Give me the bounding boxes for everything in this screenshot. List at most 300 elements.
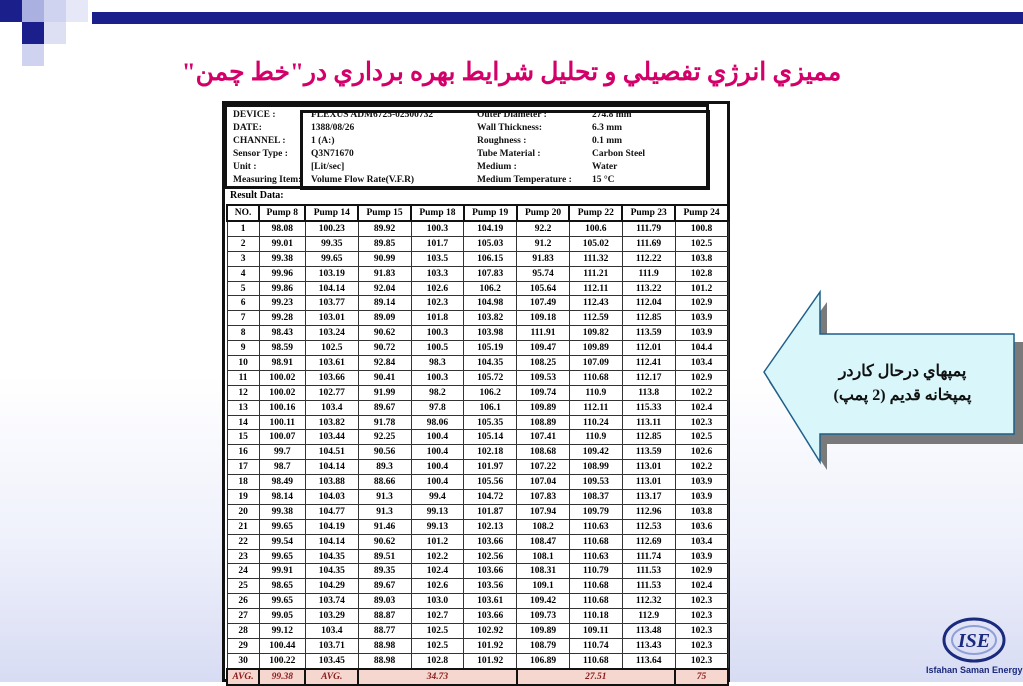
table-cell: 101.2 — [675, 281, 728, 296]
column-header: Pump 15 — [358, 205, 411, 221]
column-header: Pump 8 — [259, 205, 305, 221]
table-cell: 89.51 — [358, 549, 411, 564]
table-cell: 110.63 — [569, 519, 622, 534]
table-cell: 98.3 — [411, 356, 464, 371]
table-cell: 113.11 — [622, 415, 675, 430]
table-row — [227, 370, 728, 385]
date-value: 1388/08/26 — [311, 123, 355, 133]
table-cell: 102.5 — [411, 624, 464, 639]
table-cell: 100.4 — [411, 460, 464, 475]
table-cell: 103.98 — [464, 326, 517, 341]
table-cell: 103.8 — [675, 251, 728, 266]
table-cell: 103.24 — [305, 326, 358, 341]
table-cell: 111.74 — [622, 549, 675, 564]
table-cell: 102.4 — [411, 564, 464, 579]
table-cell: 104.35 — [464, 356, 517, 371]
table-cell: 91.83 — [358, 266, 411, 281]
table-cell: 112.04 — [622, 296, 675, 311]
table-cell: 113.59 — [622, 326, 675, 341]
table-cell: 107.41 — [517, 430, 570, 445]
table-cell: 109.53 — [517, 370, 570, 385]
table-row — [227, 490, 728, 505]
table-cell: 98.43 — [259, 326, 305, 341]
table-cell: 102.3 — [411, 296, 464, 311]
table-cell: 89.09 — [358, 311, 411, 326]
corner-square-1 — [0, 0, 22, 22]
table-cell: 104.14 — [305, 281, 358, 296]
table-cell: 103.5 — [411, 251, 464, 266]
table-cell: 24 — [227, 564, 259, 579]
table-cell: 109.89 — [569, 341, 622, 356]
table-cell: 105.02 — [569, 236, 622, 251]
table-cell: 5 — [227, 281, 259, 296]
table-cell: 22 — [227, 534, 259, 549]
table-cell: 91.2 — [517, 236, 570, 251]
table-cell: 110.68 — [569, 653, 622, 668]
table-cell: 106.15 — [464, 251, 517, 266]
table-row — [227, 624, 728, 639]
table-cell: 99.13 — [411, 519, 464, 534]
table-row — [227, 504, 728, 519]
table-cell: 102.9 — [675, 370, 728, 385]
table-cell: 100.02 — [259, 370, 305, 385]
table-cell: 90.72 — [358, 341, 411, 356]
table-cell: 9 — [227, 341, 259, 356]
table-cell: 102.4 — [675, 400, 728, 415]
table-cell: 29 — [227, 638, 259, 653]
table-row — [227, 534, 728, 549]
table-row — [227, 549, 728, 564]
table-cell: 102.4 — [675, 579, 728, 594]
table-cell: 99.38 — [259, 504, 305, 519]
table-cell: 102.6 — [411, 579, 464, 594]
table-cell: 103.66 — [464, 609, 517, 624]
table-cell: 108.99 — [569, 460, 622, 475]
table-cell: 102.6 — [411, 281, 464, 296]
table-cell: 91.3 — [358, 504, 411, 519]
table-cell: 100.8 — [675, 221, 728, 236]
avg-right-value: 27.51 — [517, 669, 675, 685]
corner-square-5 — [66, 0, 88, 22]
table-cell: 14 — [227, 415, 259, 430]
table-cell: 102.13 — [464, 519, 517, 534]
table-cell: 103.4 — [675, 534, 728, 549]
table-cell: 98.49 — [259, 475, 305, 490]
table-cell: 102.18 — [464, 445, 517, 460]
table-cell: 102.77 — [305, 385, 358, 400]
table-cell: 109.1 — [517, 579, 570, 594]
wall-value: 6.3 mm — [592, 123, 623, 133]
callout-text — [800, 360, 1005, 408]
table-cell: 99.65 — [259, 549, 305, 564]
roughness-label: Roughness : — [477, 136, 527, 146]
table-cell: 100.5 — [411, 341, 464, 356]
table-cell: 111.32 — [569, 251, 622, 266]
table-cell: 99.54 — [259, 534, 305, 549]
table-cell: 112.43 — [569, 296, 622, 311]
table-cell: 102.5 — [411, 638, 464, 653]
table-cell: 112.85 — [622, 311, 675, 326]
table-cell: 113.01 — [622, 460, 675, 475]
table-cell: 91.78 — [358, 415, 411, 430]
table-row — [227, 445, 728, 460]
table-cell: 103.88 — [305, 475, 358, 490]
table-cell: 12 — [227, 385, 259, 400]
table-cell: 28 — [227, 624, 259, 639]
table-cell: 102.5 — [675, 430, 728, 445]
table-cell: 95.74 — [517, 266, 570, 281]
callout-line-1: پمپهاي درحال كاردر — [838, 363, 967, 380]
table-cell: 108.1 — [517, 549, 570, 564]
table-cell: 103.3 — [411, 266, 464, 281]
table-cell: 27 — [227, 609, 259, 624]
table-header-row — [227, 205, 728, 221]
table-cell: 107.83 — [464, 266, 517, 281]
table-cell: 112.96 — [622, 504, 675, 519]
table-cell: 21 — [227, 519, 259, 534]
table-cell: 109.73 — [517, 609, 570, 624]
table-cell: 16 — [227, 445, 259, 460]
table-cell: 110.9 — [569, 430, 622, 445]
table-cell: 102.56 — [464, 549, 517, 564]
table-cell: 105.14 — [464, 430, 517, 445]
table-cell: 101.92 — [464, 653, 517, 668]
table-cell: 102.8 — [675, 266, 728, 281]
table-cell: 102.2 — [411, 549, 464, 564]
table-cell: 101.7 — [411, 236, 464, 251]
column-header: NO. — [227, 205, 259, 221]
table-cell: 20 — [227, 504, 259, 519]
table-cell: 15 — [227, 430, 259, 445]
table-cell: 89.85 — [358, 236, 411, 251]
table-cell: 104.51 — [305, 445, 358, 460]
table-cell: 100.23 — [305, 221, 358, 236]
table-cell: 89.92 — [358, 221, 411, 236]
measuring-value: Volume Flow Rate(V.F.R) — [311, 175, 415, 185]
table-cell: 107.94 — [517, 504, 570, 519]
average-row — [227, 669, 728, 685]
table-cell: 105.56 — [464, 475, 517, 490]
table-cell: 100.11 — [259, 415, 305, 430]
unit-label: Unit : — [233, 162, 257, 172]
table-cell: 88.98 — [358, 638, 411, 653]
column-header: Pump 18 — [411, 205, 464, 221]
table-cell: 99.13 — [411, 504, 464, 519]
table-cell: 7 — [227, 311, 259, 326]
table-cell: 100.3 — [411, 326, 464, 341]
table-cell: 103.56 — [464, 579, 517, 594]
table-cell: 111.53 — [622, 579, 675, 594]
table-cell: 101.8 — [411, 311, 464, 326]
table-cell: 102.9 — [675, 564, 728, 579]
table-cell: 113.43 — [622, 638, 675, 653]
table-row — [227, 430, 728, 445]
table-cell: 102.3 — [675, 609, 728, 624]
table-cell: 105.19 — [464, 341, 517, 356]
table-cell: 104.14 — [305, 534, 358, 549]
table-cell: 102.3 — [675, 415, 728, 430]
table-cell: 111.79 — [622, 221, 675, 236]
table-cell: 108.79 — [517, 638, 570, 653]
table-cell: 100.3 — [411, 221, 464, 236]
table-cell: 91.3 — [358, 490, 411, 505]
callout-line-2: پمپخانه قديم (2 پمپ) — [833, 387, 972, 404]
table-cell: 110.68 — [569, 534, 622, 549]
table-cell: 23 — [227, 549, 259, 564]
table-cell: 106.2 — [464, 385, 517, 400]
table-cell: 88.66 — [358, 475, 411, 490]
table-row — [227, 594, 728, 609]
table-cell: 109.89 — [517, 400, 570, 415]
table-cell: 103.8 — [675, 504, 728, 519]
avg-last-value: 75 — [675, 669, 728, 685]
table-cell: 110.68 — [569, 594, 622, 609]
table-cell: 103.9 — [675, 549, 728, 564]
table-cell: 107.83 — [517, 490, 570, 505]
table-cell: 92.84 — [358, 356, 411, 371]
table-cell: 107.49 — [517, 296, 570, 311]
tube-label: Tube Material : — [477, 149, 541, 159]
column-header: Pump 14 — [305, 205, 358, 221]
table-cell: 99.23 — [259, 296, 305, 311]
measuring-label: Measuring Item: — [233, 175, 302, 185]
table-cell: 103.66 — [464, 534, 517, 549]
table-cell: 101.97 — [464, 460, 517, 475]
sensor-value: Q3N71670 — [311, 149, 354, 159]
table-cell: 113.8 — [622, 385, 675, 400]
column-header: Pump 23 — [622, 205, 675, 221]
table-cell: 100.02 — [259, 385, 305, 400]
table-cell: 105.35 — [464, 415, 517, 430]
medium-value: Water — [592, 162, 618, 172]
table-cell: 112.32 — [622, 594, 675, 609]
table-cell: 100.22 — [259, 653, 305, 668]
table-row — [227, 385, 728, 400]
table-cell: 110.63 — [569, 549, 622, 564]
outer-value: 274.8 mm — [592, 110, 632, 120]
table-cell: 109.79 — [569, 504, 622, 519]
channel-value: 1 (A:) — [311, 136, 335, 146]
table-cell: 99.35 — [305, 236, 358, 251]
table-cell: 99.65 — [305, 251, 358, 266]
avg-label: AVG. — [227, 669, 259, 685]
result-label: Result Data: — [230, 190, 284, 201]
table-cell: 102.8 — [411, 653, 464, 668]
table-cell: 103.01 — [305, 311, 358, 326]
table-cell: 98.2 — [411, 385, 464, 400]
table-cell: 107.22 — [517, 460, 570, 475]
table-cell: 90.56 — [358, 445, 411, 460]
table-cell: 91.83 — [517, 251, 570, 266]
table-cell: 103.61 — [464, 594, 517, 609]
table-cell: 100.16 — [259, 400, 305, 415]
table-row — [227, 460, 728, 475]
table-cell: 98.59 — [259, 341, 305, 356]
table-cell: 102.9 — [675, 296, 728, 311]
table-cell: 4 — [227, 266, 259, 281]
logo-mark: ISE — [957, 630, 991, 652]
company-name: Isfahan Saman Energy — [926, 665, 1023, 675]
table-row — [227, 221, 728, 236]
table-cell: 110.68 — [569, 370, 622, 385]
table-cell: 99.65 — [259, 519, 305, 534]
table-cell: 98.65 — [259, 579, 305, 594]
table-cell: 8 — [227, 326, 259, 341]
table-cell: 111.53 — [622, 564, 675, 579]
table-cell: 30 — [227, 653, 259, 668]
channel-label: CHANNEL : — [233, 136, 286, 146]
table-cell: 108.31 — [517, 564, 570, 579]
table-cell: 103.4 — [305, 624, 358, 639]
table-cell: 108.25 — [517, 356, 570, 371]
table-cell: 89.03 — [358, 594, 411, 609]
table-cell: 89.14 — [358, 296, 411, 311]
table-row — [227, 311, 728, 326]
table-cell: 104.35 — [305, 564, 358, 579]
table-cell: 111.91 — [517, 326, 570, 341]
table-cell: 112.41 — [622, 356, 675, 371]
table-cell: 112.69 — [622, 534, 675, 549]
table-row — [227, 251, 728, 266]
slide-title: مميزي انرژي تفصيلي و تحليل شرايط بهره برداري در"خط چمن" — [181, 59, 842, 86]
table-cell: 99.7 — [259, 445, 305, 460]
table-cell: 103.19 — [305, 266, 358, 281]
table-cell: 105.72 — [464, 370, 517, 385]
table-cell: 110.24 — [569, 415, 622, 430]
table-cell: 106.89 — [517, 653, 570, 668]
table-cell: 110.9 — [569, 385, 622, 400]
table-cell: 112.59 — [569, 311, 622, 326]
sensor-label: Sensor Type : — [233, 149, 288, 159]
table-cell: 112.11 — [569, 281, 622, 296]
table-cell: 109.82 — [569, 326, 622, 341]
table-cell: 103.77 — [305, 296, 358, 311]
table-cell: 26 — [227, 594, 259, 609]
table-cell: 111.21 — [569, 266, 622, 281]
table-cell: 115.33 — [622, 400, 675, 415]
table-cell: 92.25 — [358, 430, 411, 445]
roughness-value: 0.1 mm — [592, 136, 623, 146]
table-cell: 2 — [227, 236, 259, 251]
table-cell: 103.61 — [305, 356, 358, 371]
unit-value: [Lit/sec] — [311, 162, 345, 172]
table-cell: 112.01 — [622, 341, 675, 356]
table-cell: 97.8 — [411, 400, 464, 415]
table-cell: 102.3 — [675, 624, 728, 639]
table-cell: 112.53 — [622, 519, 675, 534]
table-cell: 98.14 — [259, 490, 305, 505]
table-cell: 111.9 — [622, 266, 675, 281]
table-cell: 19 — [227, 490, 259, 505]
table-cell: 103.6 — [675, 519, 728, 534]
table-cell: 105.03 — [464, 236, 517, 251]
table-cell: 103.66 — [305, 370, 358, 385]
table-cell: 108.2 — [517, 519, 570, 534]
table-cell: 108.37 — [569, 490, 622, 505]
table-cell: 13 — [227, 400, 259, 415]
table-cell: 107.09 — [569, 356, 622, 371]
table-cell: 99.65 — [259, 594, 305, 609]
table-cell: 98.08 — [259, 221, 305, 236]
table-cell: 110.79 — [569, 564, 622, 579]
avg-first-value: 99.38 — [259, 669, 305, 685]
table-cell: 106.1 — [464, 400, 517, 415]
table-cell: 109.11 — [569, 624, 622, 639]
table-cell: 18 — [227, 475, 259, 490]
table-row — [227, 475, 728, 490]
table-cell: 104.19 — [464, 221, 517, 236]
column-header: Pump 24 — [675, 205, 728, 221]
table-row — [227, 519, 728, 534]
table-cell: 108.89 — [517, 415, 570, 430]
table-cell: 100.6 — [569, 221, 622, 236]
table-cell: 113.22 — [622, 281, 675, 296]
table-cell: 103.9 — [675, 490, 728, 505]
table-cell: 102.92 — [464, 624, 517, 639]
corner-square-3 — [44, 0, 66, 22]
table-cell: 104.35 — [305, 549, 358, 564]
avg-inner-label: AVG. — [305, 669, 358, 685]
table-cell: 103.9 — [675, 475, 728, 490]
table-cell: 104.4 — [675, 341, 728, 356]
table-cell: 109.42 — [517, 594, 570, 609]
table-cell: 103.9 — [675, 326, 728, 341]
table-cell: 110.68 — [569, 579, 622, 594]
temperature-label: Medium Temperature : — [477, 175, 572, 185]
device-info-overlay-frame — [300, 110, 710, 190]
table-cell: 88.98 — [358, 653, 411, 668]
table-cell: 103.4 — [675, 356, 728, 371]
table-cell: 108.68 — [517, 445, 570, 460]
table-cell: 6 — [227, 296, 259, 311]
table-cell: 89.67 — [358, 579, 411, 594]
table-cell: 101.87 — [464, 504, 517, 519]
table-cell: 100.4 — [411, 475, 464, 490]
column-header: Pump 19 — [464, 205, 517, 221]
table-cell: 90.99 — [358, 251, 411, 266]
table-cell: 113.59 — [622, 445, 675, 460]
corner-square-4 — [22, 22, 44, 44]
device-label: DEVICE : — [233, 110, 276, 120]
table-cell: 102.3 — [675, 638, 728, 653]
table-cell: 103.66 — [464, 564, 517, 579]
table-row — [227, 653, 728, 668]
outer-label: Outer Diameter : — [477, 110, 547, 120]
table-cell: 92.2 — [517, 221, 570, 236]
table-cell: 99.28 — [259, 311, 305, 326]
table-cell: 98.7 — [259, 460, 305, 475]
table-cell: 103.0 — [411, 594, 464, 609]
table-row — [227, 326, 728, 341]
table-cell: 109.89 — [517, 624, 570, 639]
table-cell: 104.19 — [305, 519, 358, 534]
date-label: DATE: — [233, 123, 262, 133]
table-cell: 99.05 — [259, 609, 305, 624]
table-cell: 91.99 — [358, 385, 411, 400]
table-cell: 109.18 — [517, 311, 570, 326]
table-cell: 88.77 — [358, 624, 411, 639]
table-cell: 112.85 — [622, 430, 675, 445]
temperature-value: 15 °C — [592, 175, 615, 185]
table-cell: 102.5 — [305, 341, 358, 356]
table-cell: 108.47 — [517, 534, 570, 549]
table-row — [227, 356, 728, 371]
table-row — [227, 415, 728, 430]
table-cell: 89.67 — [358, 400, 411, 415]
device-value: FLEXUS ADM6725-02500732 — [311, 110, 434, 120]
table-cell: 103.45 — [305, 653, 358, 668]
table-cell: 107.04 — [517, 475, 570, 490]
